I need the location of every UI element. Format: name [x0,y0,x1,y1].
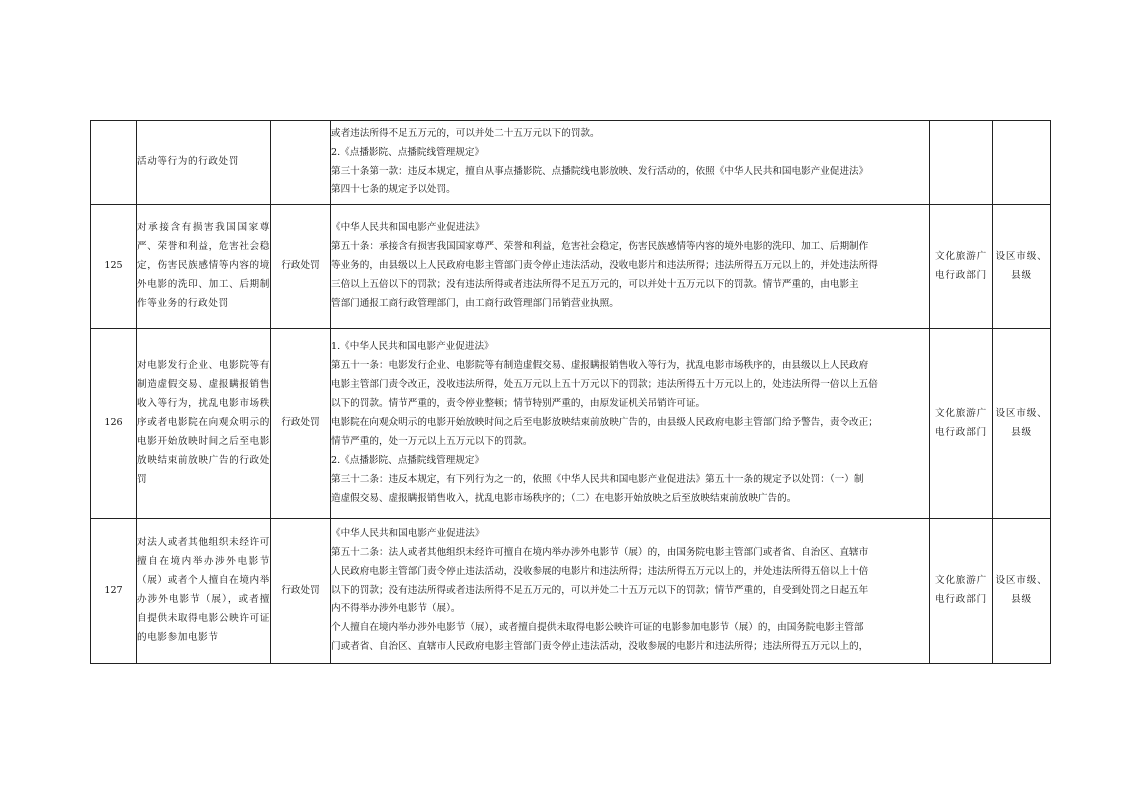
department: 文化旅游广电行政部门 [930,205,993,329]
admin-level: 设区市级、县级 [993,329,1051,519]
table-row [91,519,1051,664]
admin-level: 设区市级、县级 [993,205,1051,329]
basis-line: 《中华人民共和国电影产业促进法》 [331,222,485,234]
penalty-type: 行政处罚 [271,329,331,519]
basis-line: 2.《点播影院、点播院线管理规定》 [331,454,485,466]
row-number: 127 [91,519,137,664]
department: 文化旅游广电行政部门 [930,329,993,519]
row-number [91,121,137,205]
item-name: 对法人或者其他组织未经许可擅自在境内举办涉外电影节（展）或者个人擅自在境内举办涉外电影节（展），或者擅自提供未取得电影公映许可证的电影参加电影节 [137,519,271,664]
basis-line: 第三十条第一款：违反本规定，擅自从事点播影院、点播院线电影放映、发行活动的，依照《中华人民共和国电影产业促进法》 [331,165,869,177]
basis-line: 第五十一条：电影发行企业、电影院等有制造虚假交易、虚报瞒报销售收入等行为，扰乱电影市场秩序的，由县级以上人民政府 [331,360,869,372]
penalty-type: 行政处罚 [271,519,331,664]
table-row [91,205,1051,329]
department: 文化旅游广电行政部门 [930,519,993,664]
basis-line: 1.《中华人民共和国电影产业促进法》 [331,341,494,353]
basis-line: 第五十二条：法人或者其他组织未经许可擅自在境内举办涉外电影节（展）的，由国务院电影主管部门或者省、自治区、直辖市 [331,546,869,558]
basis-line: 第四十七条的规定予以处罚。 [331,184,456,196]
basis-line: 造虚假交易、虚报瞒报销售收入，扰乱电影市场秩序的；（二）在电影开始放映之后至放映结束前放映广告的。 [331,492,797,504]
item-name: 活动等行为的行政处罚 [137,121,271,205]
department [930,121,993,205]
basis-line: 门或者省、自治区、直辖市人民政府电影主管部门责令停止违法活动，没收参展的电影片和违法所得；违法所得五万元以上的， [331,641,869,653]
penalty-type [271,121,331,205]
item-name: 对承接含有损害我国国家尊严、荣誉和利益，危害社会稳定，伤害民族感情等内容的境外电影的洗印、加工、后期制作等业务的行政处罚 [137,205,271,329]
penalty-table [90,120,1051,664]
basis-line: 内不得举办涉外电影节（展）。 [331,603,461,615]
legal-basis [331,329,930,519]
basis-line: 管部门通报工商行政管理部门，由工商行政管理部门吊销营业执照。 [331,297,619,309]
admin-level [993,121,1051,205]
basis-line: 情节严重的，处一万元以上五万元以下的罚款。 [331,435,533,447]
basis-line: 《中华人民共和国电影产业促进法》 [331,527,485,539]
admin-level: 设区市级、县级 [993,519,1051,664]
basis-line: 个人擅自在境内举办涉外电影节（展），或者擅自提供未取得电影公映许可证的电影参加电影节（展）的，由国务院电影主管部 [331,622,864,634]
basis-line: 第三十二条：违反本规定，有下列行为之一的，依照《中华人民共和国电影产业促进法》第五十一条的规定予以处罚：（一）制 [331,473,864,485]
table-row [91,121,1051,205]
legal-basis [331,205,930,329]
row-number: 126 [91,329,137,519]
table-row [91,329,1051,519]
penalty-type: 行政处罚 [271,205,331,329]
legal-basis [331,519,930,664]
item-name: 对电影发行企业、电影院等有制造虚假交易、虚报瞒报销售收入等行为，扰乱电影市场秩序或者电影院在向观众明示的电影开始放映时间之后至电影放映结束前放映广告的行政处罚 [137,329,271,519]
basis-line: 第五十条：承接含有损害我国国家尊严、荣誉和利益，危害社会稳定，伤害民族感情等内容的境外电影的洗印、加工、后期制作 [331,241,869,253]
legal-basis [331,121,930,205]
basis-line: 三倍以上五倍以下的罚款；没有违法所得或者违法所得不足五万元的，可以并处十五万元以下的罚款。情节严重的，由电影主 [331,278,859,290]
basis-line: 或者违法所得不足五万元的，可以并处二十五万元以下的罚款。 [331,127,600,139]
basis-line: 电影院在向观众明示的电影开始放映时间之后至电影放映结束前放映广告的，由县级人民政府电影主管部门给予警告，责令改正； [331,417,878,429]
basis-line: 以下的罚款；没有违法所得或者违法所得不足五万元的，可以并处二十五万元以下的罚款；情节严重的，自受到处罚之日起五年 [331,584,869,596]
basis-line: 电影主管部门责令改正，没收违法所得，处五万元以上五十万元以下的罚款；违法所得五十万元以上的，处违法所得一倍以上五倍 [331,379,878,391]
basis-line: 2.《点播影院、点播院线管理规定》 [331,146,485,158]
basis-line: 等业务的，由县级以上人民政府电影主管部门责令停止违法活动，没收电影片和违法所得；违法所得五万元以上的，并处违法所得 [331,260,878,272]
basis-line: 以下的罚款。情节严重的，责令停业整顿；情节特别严重的，由原发证机关吊销许可证。 [331,398,706,410]
basis-line: 人民政府电影主管部门责令停止违法活动，没收参展的电影片和违法所得；违法所得五万元以上的，并处违法所得五倍以上十倍 [331,565,869,577]
row-number: 125 [91,205,137,329]
